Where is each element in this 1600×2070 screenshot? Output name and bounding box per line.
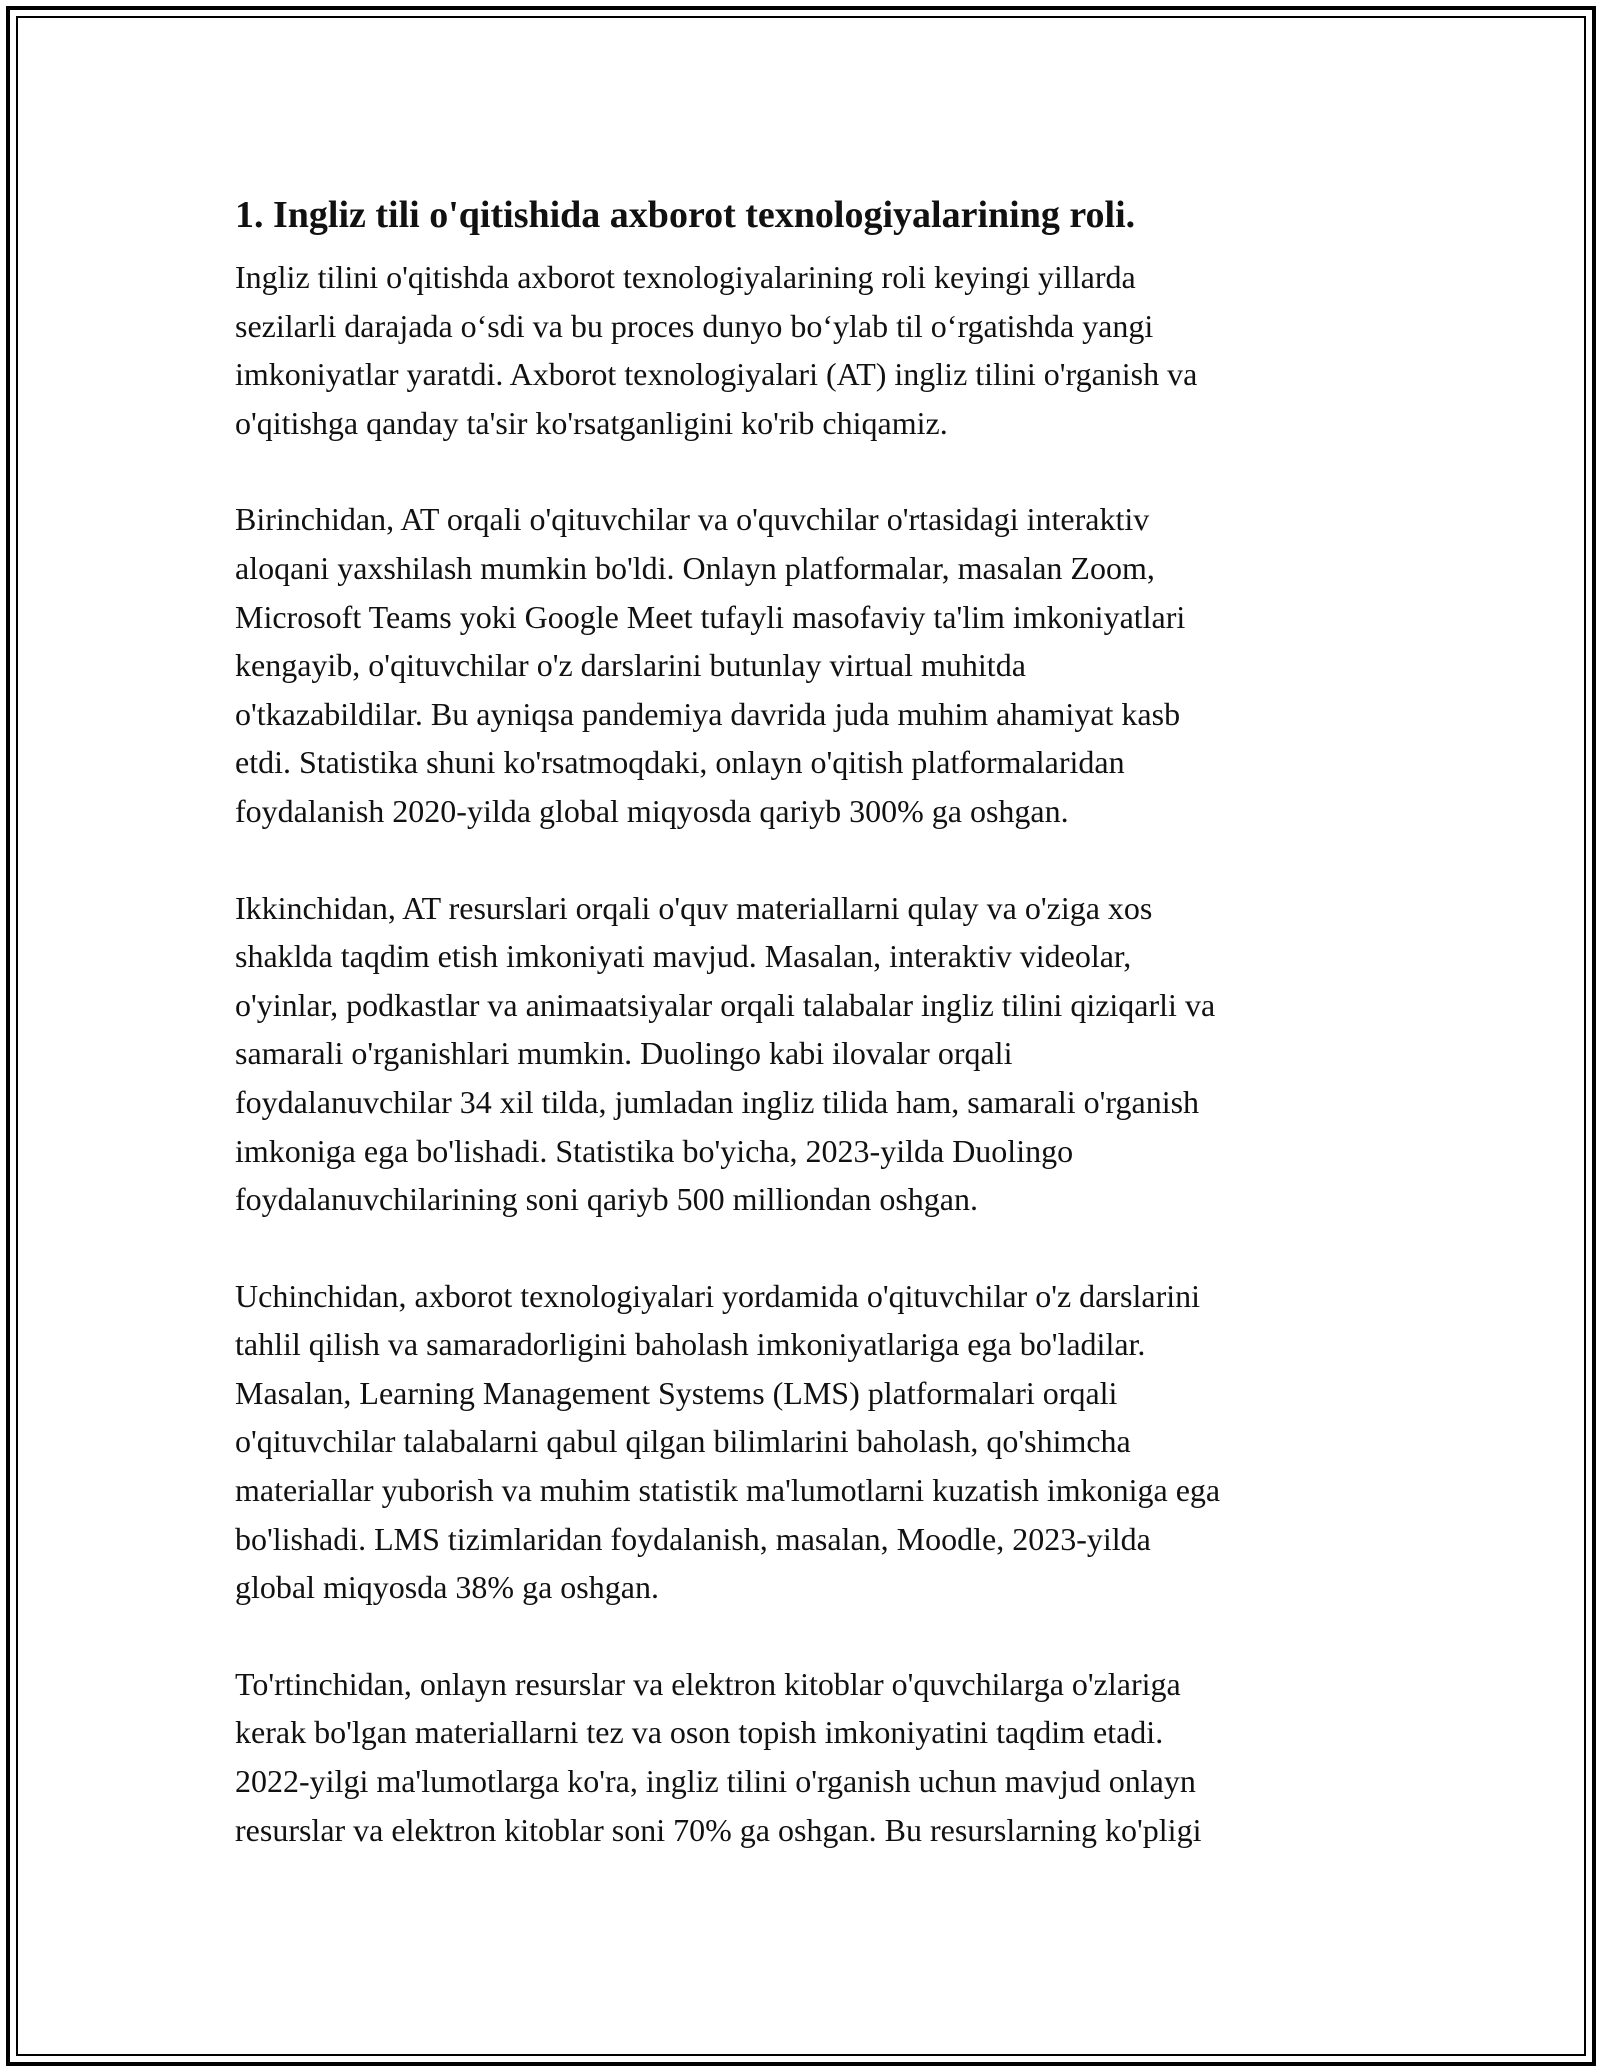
text-line: bo'lishadi. LMS tizimlaridan foydalanish, masalan, Moodle, 2023-yilda bbox=[235, 1520, 1151, 1557]
section-heading: 1. Ingliz tili o'qitishida axborot texnologiyalarining roli. bbox=[235, 194, 1136, 236]
text-line: etdi. Statistika shuni ko'rsatmoqdaki, onlayn o'qitish platformalaridan bbox=[235, 744, 1125, 781]
paragraph-intro bbox=[235, 253, 1375, 447]
text-line: Birinchidan, AT orqali o'qituvchilar va o'quvchilar o'rtasidagi interaktiv bbox=[235, 501, 1150, 538]
text-line: sezilarli darajada o‘sdi va bu proces dunyo bo‘ylab til o‘rgatishda yangi bbox=[235, 307, 1154, 344]
paragraph-fourth-point bbox=[235, 1660, 1375, 1854]
text-line: global miqyosda 38% ga oshgan. bbox=[235, 1569, 659, 1606]
text-line: imkoniga ega bo'lishadi. Statistika bo'yicha, 2023-yilda Duolingo bbox=[235, 1132, 1074, 1169]
text-line: Masalan, Learning Management Systems (LMS) platformalari orqali bbox=[235, 1374, 1118, 1411]
text-line: foydalanish 2020-yilda global miqyosda qariyb 300% ga oshgan. bbox=[235, 792, 1069, 829]
paragraph-first-point bbox=[235, 495, 1375, 835]
text-line: Uchinchidan, axborot texnologiyalari yordamida o'qituvchilar o'z darslarini bbox=[235, 1277, 1201, 1314]
text-line: To'rtinchidan, onlayn resurslar va elektron kitoblar o'quvchilarga o'zlariga bbox=[235, 1665, 1181, 1702]
text-line: o'qituvchilar talabalarni qabul qilgan bilimlarini baholash, qo'shimcha bbox=[235, 1423, 1131, 1460]
paragraph-second-point bbox=[235, 884, 1375, 1224]
text-line: foydalanuvchilarining soni qariyb 500 milliondan oshgan. bbox=[235, 1181, 978, 1218]
text-line: o'yinlar, podkastlar va animaatsiyalar orqali talabalar ingliz tilini qiziqarli va bbox=[235, 986, 1216, 1023]
document-body bbox=[235, 185, 1375, 1902]
text-line: samarali o'rganishlari mumkin. Duolingo kabi ilovalar orqali bbox=[235, 1035, 1013, 1072]
text-line: aloqani yaxshilash mumkin bo'ldi. Onlayn platformalar, masalan Zoom, bbox=[235, 549, 1155, 586]
text-line: materiallar yuborish va muhim statistik ma'lumotlarni kuzatish imkoniga ega bbox=[235, 1472, 1221, 1509]
text-line: imkoniyatlar yaratdi. Axborot texnologiyalari (AT) ingliz tilini o'rganish va bbox=[235, 356, 1198, 393]
text-line: kerak bo'lgan materiallarni tez va oson topish imkoniyatini taqdim etadi. bbox=[235, 1714, 1164, 1751]
text-line: foydalanuvchilar 34 xil tilda, jumladan ingliz tilida ham, samarali o'rganish bbox=[235, 1083, 1200, 1120]
text-line: resurslar va elektron kitoblar soni 70% ga oshgan. Bu resurslarning ko'pligi bbox=[235, 1811, 1202, 1848]
text-line: shaklda taqdim etish imkoniyati mavjud. Masalan, interaktiv videolar, bbox=[235, 938, 1132, 975]
text-line: tahlil qilish va samaradorligini baholash imkoniyatlariga ega bo'ladilar. bbox=[235, 1326, 1146, 1363]
text-line: 2022-yilgi ma'lumotlarga ko'ra, ingliz tilini o'rganish uchun mavjud onlayn bbox=[235, 1763, 1196, 1800]
text-line: o'tkazabildilar. Bu ayniqsa pandemiya davrida juda muhim ahamiyat kasb bbox=[235, 695, 1181, 732]
text-line: Ingliz tilini o'qitishda axborot texnologiyalarining roli keyingi yillarda bbox=[235, 259, 1136, 295]
text-line: o'qitishga qanday ta'sir ko'rsatganligini ko'rib chiqamiz. bbox=[235, 404, 948, 441]
text-line: Ikkinchidan, AT resurslari orqali o'quv materiallarni qulay va o'ziga xos bbox=[235, 889, 1153, 926]
paragraph-third-point bbox=[235, 1272, 1375, 1612]
text-line: kengayib, o'qituvchilar o'z darslarini butunlay virtual muhitda bbox=[235, 647, 1026, 684]
text-line: Microsoft Teams yoki Google Meet tufayli masofaviy ta'lim imkoniyatlari bbox=[235, 598, 1186, 635]
